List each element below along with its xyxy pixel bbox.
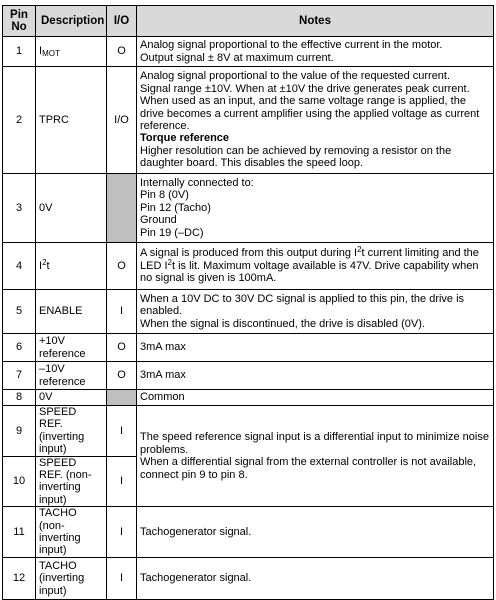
pin-table — [2, 5, 494, 600]
pin-description: TACHO (inverting input) — [36, 557, 107, 599]
pin-description: 0V — [36, 174, 107, 243]
header-description: Description — [36, 6, 107, 37]
table-row — [3, 557, 494, 599]
pin-description — [36, 37, 107, 67]
note-line: When used as an input, and the same voltage range is applied, the drive becomes a current amplifier using the applied voltage as current reference. — [140, 95, 480, 132]
desc-end: t — [46, 259, 50, 272]
pin-notes — [137, 67, 494, 174]
note-line: Higher resolution can be achieved by removing a resistor on the daughter board. This disables the speed loop. — [140, 144, 452, 170]
table-row — [3, 390, 494, 406]
table-row — [3, 243, 494, 290]
pin-number: 6 — [3, 334, 36, 362]
note-line: When a differential signal from the external controller is not available, connect pin 9 to pin 8. — [140, 456, 477, 481]
note-line: When the signal is discontinued, the drive is disabled (0V). — [140, 317, 425, 330]
table-row — [3, 290, 494, 334]
pin-description: SPEED REF. (inverting input) — [36, 406, 107, 457]
desc-superscript: 2 — [42, 257, 47, 267]
header-row — [3, 6, 494, 37]
note-line: Output signal ± 8V at maximum current. — [140, 51, 334, 64]
pin-notes: 3mA max — [137, 334, 494, 362]
pin-description: TACHO (non-inverting input) — [36, 507, 107, 558]
pin-number: 3 — [3, 174, 36, 243]
header-pin: Pin No — [3, 6, 36, 37]
pin-notes — [137, 290, 494, 334]
pin-notes — [137, 243, 494, 290]
pin-number: 5 — [3, 290, 36, 334]
desc-main: I — [39, 45, 43, 58]
note-line: Internally connected to: — [140, 176, 254, 189]
pin-io: I — [107, 290, 137, 334]
pin-number: 7 — [3, 362, 36, 390]
pin-description: TPRC — [36, 67, 107, 174]
pin-number: 12 — [3, 557, 36, 599]
note-line: Ground — [140, 214, 177, 227]
desc-main: I — [39, 259, 43, 272]
pin-description: SPEED REF. (non-inverting input) — [36, 456, 107, 507]
pin-io: I — [107, 507, 137, 558]
pin-number: 9 — [3, 406, 36, 457]
pin-number: 11 — [3, 507, 36, 558]
note-part: t current limiting and the LED I — [140, 247, 479, 272]
table-row — [3, 174, 494, 243]
pin-number: 8 — [3, 390, 36, 406]
pin-number: 2 — [3, 67, 36, 174]
note-line: When a 10V DC to 30V DC signal is applied to this pin, the drive is enabled. — [140, 292, 465, 318]
table-row — [3, 406, 494, 457]
pin-description: +10V reference — [36, 334, 107, 362]
note-heading: Torque reference — [140, 132, 230, 145]
pin-io: O — [107, 334, 137, 362]
pin-io: I — [107, 456, 137, 507]
note-line: Pin 19 (–DC) — [140, 226, 204, 239]
note-line: Pin 8 (0V) — [140, 189, 189, 202]
note-part: A signal is produced from this output during I — [140, 247, 358, 260]
header-io: I/O — [107, 6, 137, 37]
note-line: Analog signal proportional to the value of the requested current. — [140, 70, 451, 83]
pin-notes: 3mA max — [137, 362, 494, 390]
table-row — [3, 362, 494, 390]
pin-io: O — [107, 243, 137, 290]
pin-description: –10V reference — [36, 362, 107, 390]
pin-io-shaded — [107, 174, 137, 243]
pin-notes: Tachogenerator signal. — [137, 507, 494, 558]
pin-io: I — [107, 557, 137, 599]
pin-description: 0V — [36, 390, 107, 406]
pin-io: O — [107, 37, 137, 67]
pin-notes: Tachogenerator signal. — [137, 557, 494, 599]
note-line: Signal range ±10V. When at ±10V the drive generates peak current. — [140, 82, 470, 95]
table-row — [3, 67, 494, 174]
pin-io: O — [107, 362, 137, 390]
pin-notes — [137, 37, 494, 67]
pin-io: I — [107, 406, 137, 457]
pin-io-shaded — [107, 390, 137, 406]
pin-description: ENABLE — [36, 290, 107, 334]
table-row — [3, 334, 494, 362]
header-notes: Notes — [137, 6, 494, 37]
pin-number: 1 — [3, 37, 36, 67]
table-row — [3, 507, 494, 558]
desc-subscript: MOT — [42, 49, 60, 59]
pin-notes — [137, 174, 494, 243]
note-superscript: 2 — [167, 257, 172, 267]
pin-description — [36, 243, 107, 290]
note-line: Pin 12 (Tacho) — [140, 201, 211, 214]
pin-io: I/O — [107, 67, 137, 174]
table-row — [3, 37, 494, 67]
pin-number: 4 — [3, 243, 36, 290]
note-part: t is lit. Maximum voltage available is 47V. Drive capability when no signal is given is 100mA. — [140, 259, 479, 285]
note-superscript: 2 — [357, 245, 362, 255]
pin-notes — [137, 406, 494, 507]
pin-number: 10 — [3, 456, 36, 507]
note-line: Analog signal proportional to the effective current in the motor. — [140, 39, 443, 52]
pin-notes: Common — [137, 390, 494, 406]
note-line: The speed reference signal input is a differential input to minimize noise problems. — [140, 431, 489, 456]
